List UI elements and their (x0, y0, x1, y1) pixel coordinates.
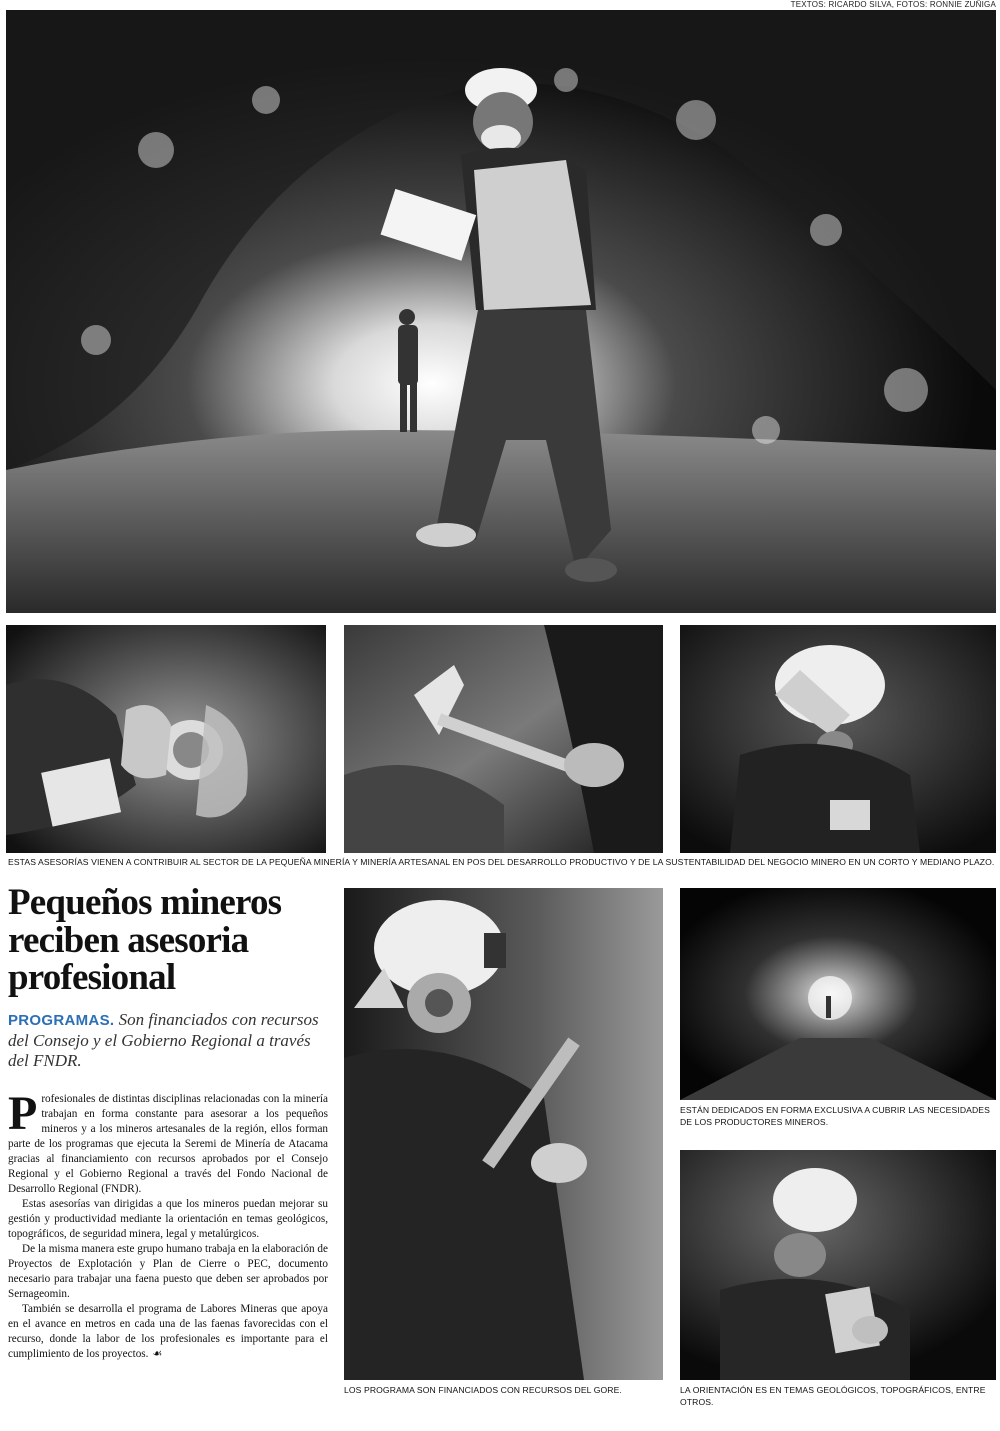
caption-photo-row: ESTAS ASESORÍAS VIENEN A CONTRIBUIR AL SECTOR DE LA PEQUEÑA MINERÍA Y MINERÍA ARTESANAL EN POS DEL DESARROLLO PRODUCTIVO Y DE LA SUSTENTABILIDAD DEL NEGOCIO MINERO EN UN CORTO Y MEDIANO PLAZO. (8, 857, 995, 867)
photo-miner-respirator-pick (344, 888, 663, 1380)
end-mark-icon: ☙ (152, 1348, 163, 1360)
paragraph-2: Estas asesorías van dirigidas a que los mineros puedan mejorar su gestión y productividad mediante la orientación en temas geológicos, topográficos, de seguridad minera, legal y metalúrgicos. (8, 1198, 328, 1240)
caption-tunnel: ESTÁN DEDICADOS EN FORMA EXCLUSIVA A CUBRIR LAS NECESIDADES DE LOS PRODUCTORES MINEROS. (680, 1105, 990, 1128)
article-deck (8, 1010, 328, 1072)
paragraph-3: De la misma manera este grupo humano trabaja en la elaboración de Proyectos de Explotación y Plan de Cierre o PEC, documento necesario para trabajar una faena puesto que deben ser aprobados por Sernageomin. (8, 1243, 328, 1300)
paragraph-4: También se desarrolla el programa de Labores Mineras que apoya en el avance en metros en cada una de las faenas favorecidas con el recurso, donde la labor de los profesionales es importante para el cumplimiento de los proyectos. ☙ (8, 1303, 328, 1360)
article-body (8, 1087, 328, 1362)
photo-miner-helmet-notes (680, 625, 996, 853)
photo-credit: TEXTOS: RICARDO SILVA, FOTOS: RONNIE ZUÑIGA (790, 0, 996, 9)
section-kicker: PROGRAMAS. (8, 1012, 115, 1029)
photo-miner-writing-notes (680, 1150, 996, 1380)
article-headline: Pequeños mineros reciben asesoria profesional (8, 882, 282, 999)
caption-worker: LOS PROGRAMA SON FINANCIADOS CON RECURSOS DEL GORE. (344, 1385, 622, 1395)
article-subhead: Son financiados con recursos del Consejo y el Gobierno Regional a través del FNDR. (8, 1010, 319, 1071)
drop-cap: P (8, 1087, 38, 1140)
photo-geologist-hammer (344, 625, 663, 853)
caption-notes: LA ORIENTACIÓN ES EN TEMAS GEOLÓGICOS, TOPOGRÁFICOS, ENTRE OTROS. (680, 1385, 986, 1408)
paragraph-1: Profesionales de distintas disciplinas relacionadas con la minería trabajan en forma constante para asesorar a los pequeños mineros y a los mineros artesanales de la región, ellos forman parte de los programas que ejecuta la Seremi de Minería de Atacama gracias al financiamiento con recursos aprobados por el Consejo Regional y el Gobierno Regional a través del Fondo Nacional de Desarrollo Regional (FNDR). (8, 1087, 328, 1195)
main-photo-miner-in-tunnel (6, 10, 996, 613)
photo-tunnel-far (680, 888, 996, 1100)
photo-compass-hands (6, 625, 326, 853)
